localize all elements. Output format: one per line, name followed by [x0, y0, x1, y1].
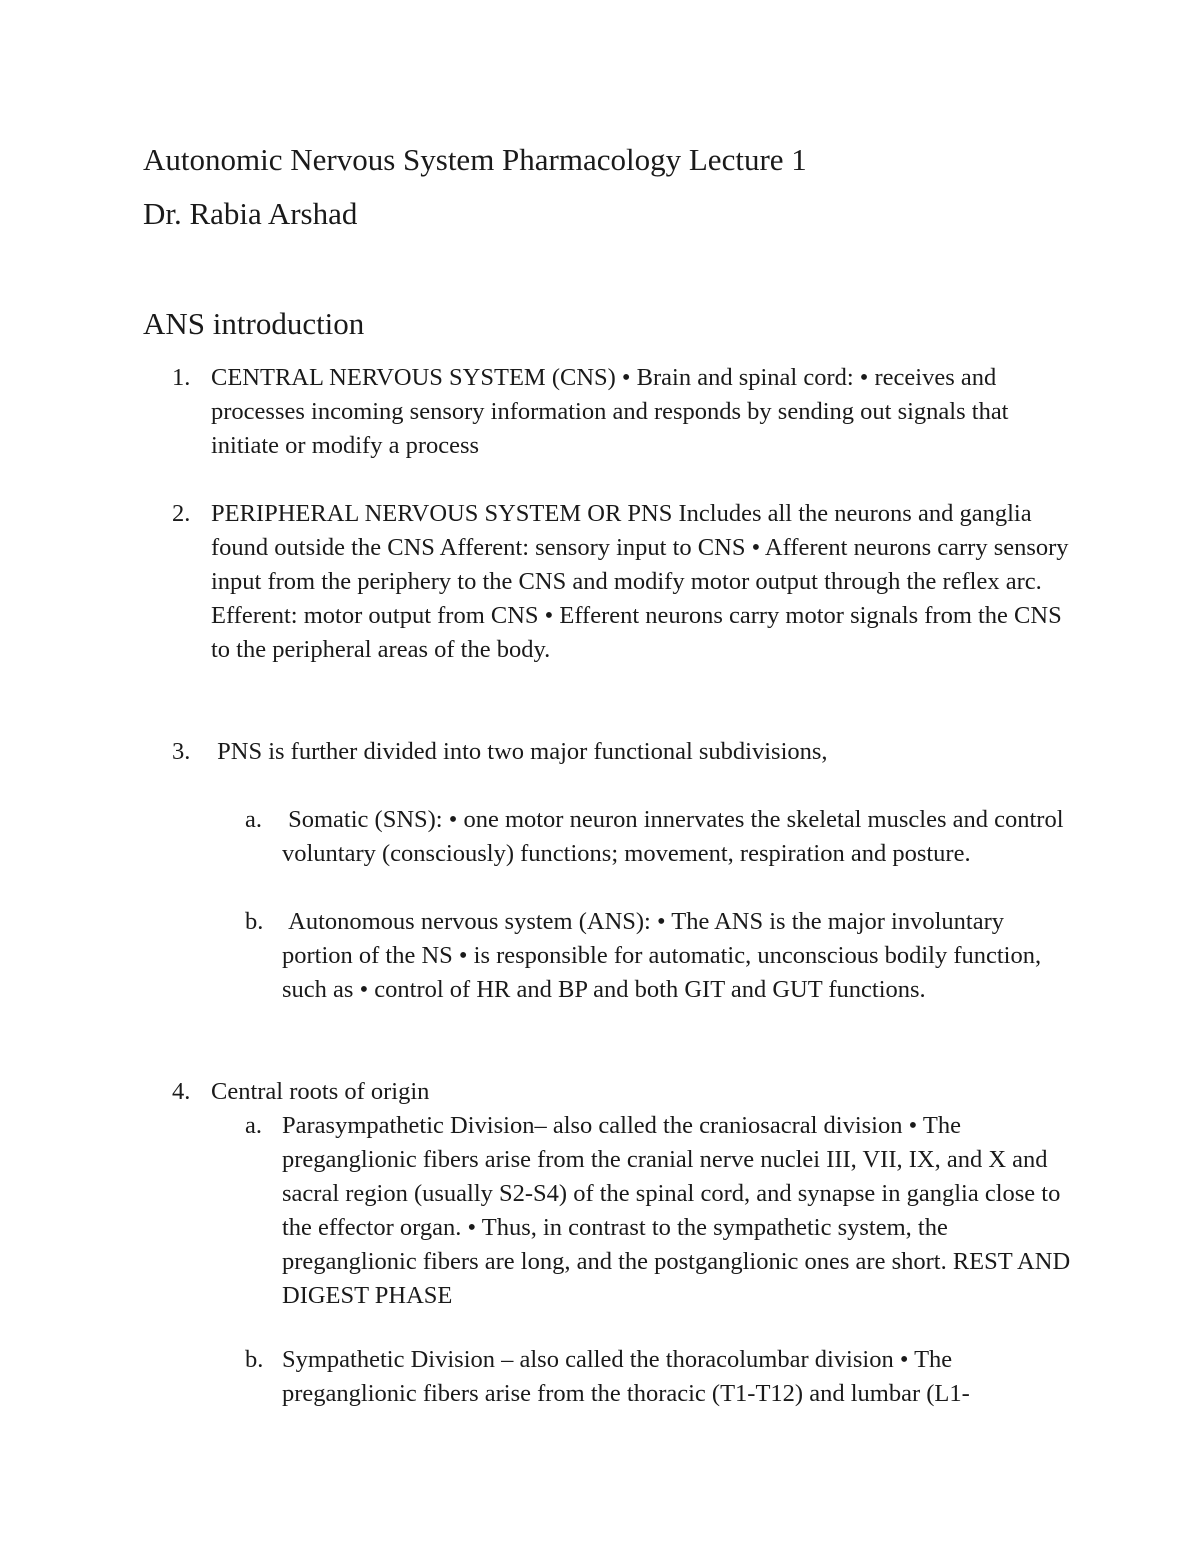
sub-list-item-text: Parasympathetic Division– also called the craniosacral division • The preganglionic fibers arise from the cranial nerve nuclei III, VII, IX, and X and sacral region (usually S2-S4) of the spinal cord, and synapse in ganglia close to the effector organ. • Thus, in contrast to the sympathetic system, the preganglionic fibers are long, and the postganglionic ones are short. REST AND DIGEST PHASE	[282, 1112, 1071, 1309]
sub-list-item-letter: b.	[245, 1346, 264, 1373]
list-item-text: PNS is further divided into two major functional subdivisions,	[211, 738, 828, 765]
list-item-text: Central roots of origin	[211, 1078, 430, 1105]
document-title: Autonomic Nervous System Pharmacology Lecture 1	[143, 142, 807, 177]
sub-list-item-text: Sympathetic Division – also called the thoracolumbar division • The preganglionic fibers arise from the thoracic (T1-T12) and lumbar (L1-	[282, 1346, 970, 1407]
list-item-number: 3.	[172, 738, 191, 765]
sub-list-item-letter: a.	[245, 806, 262, 833]
list-item-text: CENTRAL NERVOUS SYSTEM (CNS) • Brain and spinal cord: • receives and processes incoming sensory information and responds by sending out signals that initiate or modify a process	[211, 364, 1009, 459]
sub-list-item-letter: a.	[245, 1112, 262, 1139]
document-author: Dr. Rabia Arshad	[143, 196, 358, 231]
section-heading: ANS introduction	[143, 306, 365, 341]
list-item-number: 2.	[172, 500, 191, 527]
list-item-text: PERIPHERAL NERVOUS SYSTEM OR PNS Includes all the neurons and ganglia found outside the CNS Afferent: sensory input to CNS • Afferent neurons carry sensory input from the periphery to the CNS and modify motor output through the reflex arc. Efferent: motor output from CNS • Efferent neurons carry motor signals from the CNS to the peripheral areas of the body.	[211, 500, 1069, 663]
list-item-number: 4.	[172, 1078, 191, 1105]
sub-list-item-text: Autonomous nervous system (ANS): • The ANS is the major involuntary portion of the NS • is responsible for automatic, unconscious bodily function, such as • control of HR and BP and both GIT and GUT functions.	[282, 908, 1048, 1003]
sub-list-item-letter: b.	[245, 908, 264, 935]
list-item-number: 1.	[172, 364, 191, 391]
sub-list-item-text: Somatic (SNS): • one motor neuron innervates the skeletal muscles and control voluntary (consciously) functions; movement, respiration and posture.	[282, 806, 1070, 867]
